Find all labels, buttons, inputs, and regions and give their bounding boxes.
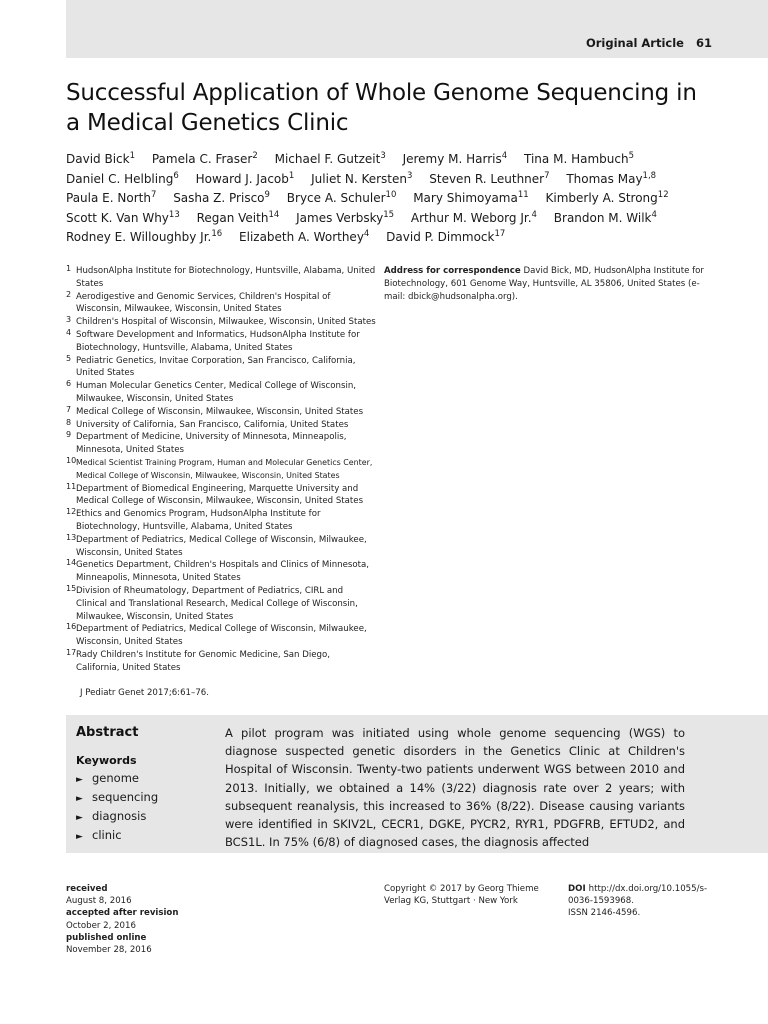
affiliation-item: 10 Medical Scientist Training Program, Human and Molecular Genetics Center, Medical College of Wisconsin, Milwaukee, Wisconsin, United States <box>66 455 373 480</box>
affiliation-item: 4 Software Development and Informatics, HudsonAlpha Institute for Biotechnology, Huntsville, Alabama, United States <box>66 327 360 353</box>
author[interactable]: Kimberly A. Strong$^{12}$ <box>545 190 669 205</box>
keyword-item[interactable]: ► sequencing <box>76 789 158 808</box>
author-line <box>66 150 726 170</box>
author[interactable]: David P. Dimmock$^{17}$ <box>386 229 506 244</box>
affiliation-item: 16 Department of Pediatrics, Medical College of Wisconsin, Milwaukee, Wisconsin, United States <box>66 622 367 648</box>
affiliation-item: 11 Department of Biomedical Engineering, Marquette University and Medical College of Wisconsin, Milwaukee, Wisconsin, United States <box>66 481 364 507</box>
author[interactable]: Mary Shimoyama$^{11}$ <box>413 190 529 205</box>
abstract-heading: Abstract <box>76 725 139 740</box>
affiliation-item: 9 Department of Medicine, University of Minnesota, Minneapolis, Minnesota, United States <box>66 430 347 456</box>
author[interactable]: Brandon M. Wilk$^4$ <box>553 209 657 225</box>
published-date: November 28, 2016 <box>66 945 152 956</box>
arrow-right-icon: ► <box>76 813 83 823</box>
doi-block <box>568 883 718 920</box>
author[interactable]: Tina M. Hambuch$^5$ <box>524 151 634 166</box>
author[interactable]: Howard J. Jacob$^1$ <box>195 170 295 186</box>
author[interactable]: Juliet N. Kersten$^3$ <box>311 170 413 186</box>
author[interactable]: Paula E. North$^7$ <box>66 190 157 205</box>
doi-link[interactable]: http://dx.doi.org/10.1055/s-0036-1593968. <box>568 884 708 907</box>
doi-label: DOI <box>568 884 586 894</box>
author-line <box>66 209 726 229</box>
arrow-right-icon: ► <box>76 775 83 785</box>
keyword-item[interactable]: ► genome <box>76 770 158 789</box>
author[interactable]: Pamela C. Fraser$^2$ <box>151 151 258 166</box>
affiliation-item: 6 Human Molecular Genetics Center, Medical College of Wisconsin, Milwaukee, Wisconsin, United States <box>66 379 357 404</box>
author[interactable]: Scott K. Van Why$^{13}$ <box>66 209 180 225</box>
affiliation-item: 12 Ethics and Genomics Program, HudsonAlpha Institute for Biotechnology, Huntsville, Alabama, United States <box>66 507 321 532</box>
affiliation-item: 8 University of California, San Francisco, California, United States <box>66 417 349 430</box>
affiliation-item: 3 Children's Hospital of Wisconsin, Milwaukee, Wisconsin, United States <box>66 315 376 328</box>
author[interactable]: Michael F. Gutzeit$^3$ <box>274 151 386 166</box>
affiliation-item: 15 Division of Rheumatology, Department of Pediatrics, CIRL and Clinical and Translational Research, Medical College of Wisconsin, Milwaukee, Wisconsin, United States <box>66 583 358 622</box>
keyword-item[interactable]: ► diagnosis <box>76 808 158 827</box>
abstract-box <box>66 715 768 853</box>
author[interactable]: Rodney E. Willoughby Jr.$^{16}$ <box>66 229 223 244</box>
affiliation-item: 13 Department of Pediatrics, Medical College of Wisconsin, Milwaukee, Wisconsin, United States <box>66 532 367 558</box>
page-number: 61 <box>695 36 712 50</box>
author-line <box>66 189 726 209</box>
affiliation-item: 1 HudsonAlpha Institute for Biotechnology, Huntsville, Alabama, United States <box>66 264 376 289</box>
affiliation-item: 5 Pediatric Genetics, Invitae Corporation, San Francisco, California, United States <box>66 353 356 379</box>
section-label: Original Article <box>585 36 684 50</box>
author[interactable]: David Bick$^1$ <box>66 151 135 166</box>
accepted-label: accepted after revision <box>66 908 179 919</box>
affiliation-item: 14 Genetics Department, Children's Hospitals and Clinics of Minnesota, Minneapolis, Minnesota, United States <box>66 558 369 584</box>
received-date: August 8, 2016 <box>66 896 132 907</box>
article-dates <box>66 883 266 956</box>
author[interactable]: Elizabeth A. Worthey$^4$ <box>239 229 370 244</box>
author-line <box>66 170 726 190</box>
abstract-text: A pilot program was initiated using whole genome sequencing (WGS) to diagnose suspected genetic disorders in the Genetics Clinic at Children's Hospital of Wisconsin. Twenty-two patients underwent WGS between 2010 and 2013. Initially, we obtained a 14% (3/22) diagnosis rate over 2 years; with subsequent reanalysis, this increased to 36% (8/22). Disease causing variants were identified in SKIV2L, CECR1, DGKE, PYCR2, RYR1, PDGFRB, EFTUD2, and BCS1L. In 75% (6/8) of diagnosed cases, the diagnosis affected <box>225 726 685 850</box>
author-line <box>66 228 726 248</box>
correspondence-block <box>384 265 704 303</box>
correspondence-label: Address for correspondence <box>384 266 521 276</box>
affiliations-list <box>66 265 376 675</box>
author[interactable]: Jeremy M. Harris$^4$ <box>402 151 508 166</box>
author[interactable]: Thomas May$^{1,8}$ <box>566 170 657 186</box>
received-label: received <box>66 884 108 894</box>
keyword-item[interactable]: ► clinic <box>76 827 158 846</box>
author[interactable]: Bryce A. Schuler$^{10}$ <box>286 190 397 205</box>
author[interactable]: Arthur M. Weborg Jr.$^4$ <box>410 209 537 225</box>
published-label: published online <box>66 932 147 943</box>
keywords-list <box>76 770 158 846</box>
affiliation-item: 17 Rady Children's Institute for Genomic Medicine, San Diego, California, United States <box>66 647 330 673</box>
issn: ISSN 2146-4596. <box>568 908 641 919</box>
author[interactable]: Regan Veith$^{14}$ <box>196 209 280 225</box>
affiliation-item: 7 Medical College of Wisconsin, Milwaukee, Wisconsin, United States <box>66 404 364 417</box>
keywords-heading: Keywords <box>76 754 137 767</box>
accepted-date: October 2, 2016 <box>66 920 136 931</box>
author[interactable]: Sasha Z. Prisco$^9$ <box>173 190 270 205</box>
author[interactable]: James Verbsky$^{15}$ <box>296 209 395 225</box>
correspondence-text: David Bick, MD, HudsonAlpha Institute for Biotechnology, 601 Genome Way, Huntsville, AL 35806, United States (e-mail: dbick@hudsonalpha.org). <box>384 266 704 302</box>
affiliation-item: 2 Aerodigestive and Genomic Services, Children's Hospital of Wisconsin, Milwaukee, Wisconsin, United States <box>66 289 331 315</box>
author[interactable]: Daniel C. Helbling$^6$ <box>66 170 179 186</box>
author[interactable]: Steven R. Leuthner$^7$ <box>429 170 550 186</box>
running-head <box>586 36 712 50</box>
article-title: Successful Application of Whole Genome Sequencing in a Medical Genetics Clinic <box>66 80 697 136</box>
arrow-right-icon: ► <box>76 832 83 842</box>
journal-citation: J Pediatr Genet 2017;6:61–76. <box>80 688 209 698</box>
author-list <box>66 150 726 248</box>
copyright-notice: Copyright © 2017 by Georg Thieme Verlag KG, Stuttgart · New York <box>384 884 539 907</box>
arrow-right-icon: ► <box>76 794 83 804</box>
